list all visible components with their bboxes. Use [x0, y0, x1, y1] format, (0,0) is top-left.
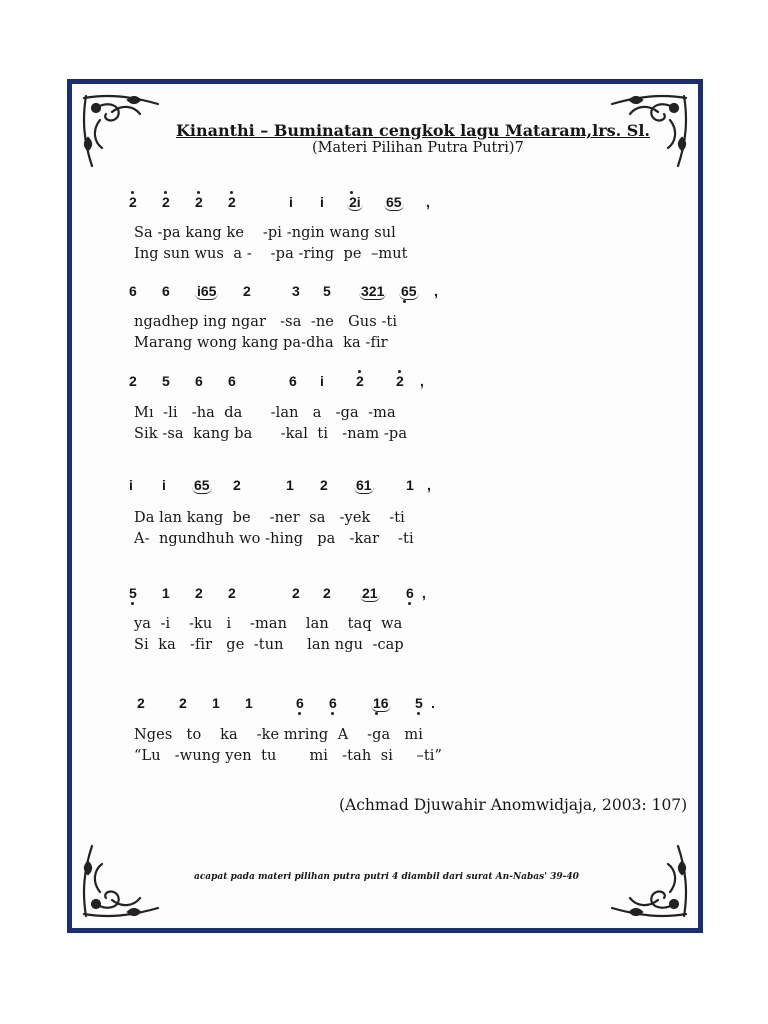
lyric-line: “Lu -wung yen tu mi -tah si –ti” [134, 748, 443, 764]
notation-line: 6 6 i65 2 3 5 321 65 , [129, 283, 449, 303]
notation-line: 2 5 6 6 6 i 2 2 , [129, 373, 449, 393]
lyric-line: Marang wong kang pa-dha ka -fir [134, 335, 388, 351]
footnote: acapat pada materi pilihan putra putri 4 diambil dari surat An-Nabas' 39-40 [194, 872, 579, 882]
lyric-line: Sa -pa kang ke -pi -ngin wang sul [134, 225, 396, 241]
lyric-line: ngadhep ing ngar -sa -ne Gus -ti [134, 314, 398, 330]
notation-line: 2 2 2 2 i i 2i 65 , [129, 194, 449, 214]
lyric-line: Ing sun wus a - -pa -ring pe –mut [134, 246, 408, 262]
song-subtitle: (Materi Pilihan Putra Putri)7 [312, 140, 524, 156]
lyric-line: Nges to ka -ke mring A -ga mi [134, 727, 423, 743]
lyric-line: Da lan kang be -ner sa -yek -ti [134, 510, 405, 526]
source-credit: (Achmad Djuwahir Anomwidjaja, 2003: 107) [339, 796, 688, 814]
notation-line: 5 1 2 2 2 2 21 6 , [129, 585, 449, 605]
lyric-line: ya -i -ku i -man lan taq wa [134, 616, 403, 632]
song-title: Kinanthi – Buminatan cengkok lagu Mataram,lrs. Sl. [176, 121, 650, 140]
notation-line: i i 65 2 1 2 61 1 , [129, 477, 431, 493]
lyric-line: Sik -sa kang ba -kal ti -nam -pa [134, 426, 408, 442]
lyric-line: Si ka -fir ge -tun lan ngu -cap [134, 637, 404, 653]
lyric-line: A- ngundhuh wo -hing pa -kar -ti [134, 531, 414, 547]
corner-ornament-icon [78, 90, 164, 170]
corner-ornament-icon [78, 842, 164, 922]
notation-line: 2 2 1 1 6 6 16 5 . [129, 695, 449, 715]
corner-ornament-icon [606, 842, 692, 922]
page-frame [67, 79, 703, 933]
lyric-line: Mı -li -ha da -lan a -ga -ma [134, 405, 396, 421]
